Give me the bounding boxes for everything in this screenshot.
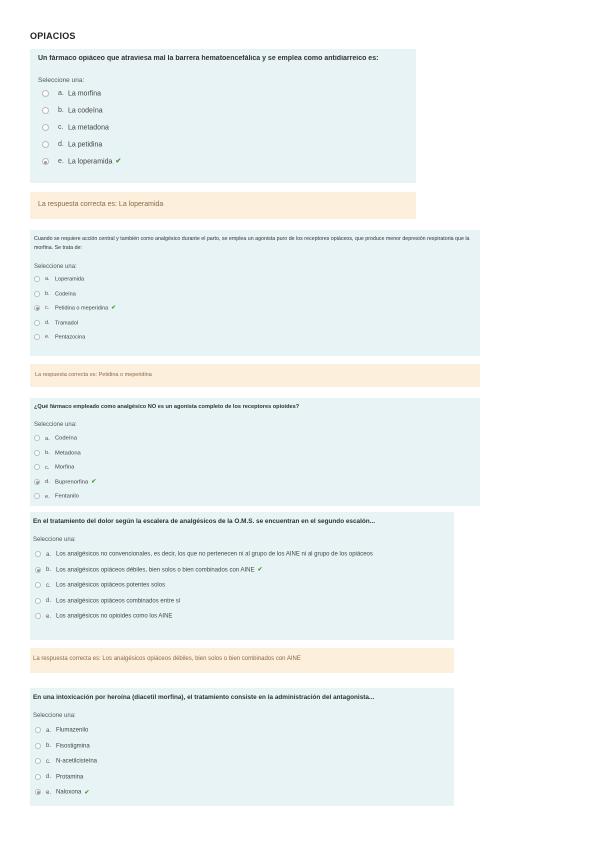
option-letter: b.: [46, 567, 52, 574]
option-letter: e.: [58, 158, 64, 166]
select-one-label: Seleccione una:: [33, 713, 76, 719]
question-text: En una intoxicación por heroína (diacetil morfina), el tratamiento consiste en la administración del antagonista...: [33, 694, 375, 701]
option-label: La petidina: [68, 141, 103, 149]
option-label: N-acetilcisteína: [56, 758, 98, 765]
option-letter: c.: [46, 758, 51, 765]
radio-button[interactable]: [35, 743, 41, 749]
answer-option-a[interactable]: [34, 276, 84, 283]
option-letter: a.: [45, 435, 50, 442]
answer-option-e[interactable]: [35, 789, 89, 797]
radio-button[interactable]: [34, 464, 40, 470]
radio-selected-dot: [36, 481, 39, 484]
radio-button[interactable]: [34, 334, 40, 340]
answer-option-d[interactable]: [34, 479, 96, 487]
question-card-5: [30, 688, 454, 806]
radio-button[interactable]: [35, 551, 41, 557]
answer-option-a[interactable]: [35, 551, 373, 559]
radio-selected-dot: [37, 791, 40, 794]
option-letter: e.: [45, 334, 50, 341]
option-label: La loperamida: [68, 158, 113, 166]
question-card-1: [30, 49, 416, 183]
option-letter: d.: [58, 141, 64, 149]
answer-option-c[interactable]: [42, 124, 109, 132]
option-label: Buprenorfina: [55, 479, 89, 486]
radio-button[interactable]: [42, 90, 49, 97]
select-one-label: Seleccione una:: [38, 77, 85, 84]
option-label: La metadona: [68, 124, 109, 132]
option-letter: e.: [45, 493, 50, 500]
radio-button[interactable]: [35, 727, 41, 733]
option-letter: c.: [58, 124, 64, 132]
option-label: La codeína: [68, 107, 103, 115]
answer-option-d[interactable]: [35, 598, 180, 606]
option-letter: e.: [46, 613, 52, 620]
option-label: Los analgésicos opiáceos potentes solos: [56, 582, 166, 589]
radio-button[interactable]: [35, 598, 41, 604]
question-card-3: [30, 398, 480, 506]
radio-button[interactable]: [35, 582, 41, 588]
option-label: Pentazocina: [55, 334, 86, 341]
option-letter: d.: [46, 598, 52, 605]
correct-check-icon: ✔: [111, 305, 116, 312]
option-label: La morfina: [68, 90, 102, 98]
feedback-box-2: [30, 364, 480, 387]
select-one-label: Seleccione una:: [34, 422, 77, 428]
option-letter: c.: [45, 464, 50, 471]
radio-button[interactable]: [34, 493, 40, 499]
correct-check-icon: ✔: [84, 789, 90, 796]
option-letter: b.: [45, 450, 50, 457]
answer-option-a[interactable]: [42, 90, 101, 98]
question-card-2: [30, 230, 480, 356]
option-label: Tramadol: [55, 319, 79, 326]
option-letter: d.: [45, 479, 50, 486]
option-letter: d.: [46, 774, 52, 781]
radio-button[interactable]: [42, 141, 49, 148]
radio-button[interactable]: [42, 124, 49, 131]
radio-selected-dot: [36, 307, 39, 310]
option-label: Petidina o meperidina: [55, 305, 109, 312]
option-label: Los analgésicos opiáceos combinados entre sí: [56, 598, 181, 605]
answer-option-b[interactable]: [34, 291, 76, 298]
option-letter: a.: [46, 727, 52, 734]
radio-button[interactable]: [34, 435, 40, 441]
option-letter: b.: [45, 290, 50, 297]
answer-option-b[interactable]: [34, 450, 81, 458]
option-letter: a.: [45, 276, 50, 283]
option-letter: b.: [46, 743, 52, 750]
answer-option-a[interactable]: [35, 727, 88, 735]
feedback-box-4: [30, 648, 454, 673]
answer-option-c[interactable]: [35, 582, 165, 590]
correct-check-icon: ✔: [91, 479, 97, 486]
answer-option-b[interactable]: [35, 567, 263, 575]
option-label: Naloxona: [56, 789, 82, 796]
radio-button[interactable]: [34, 450, 40, 456]
page-title: OPIACIOS: [30, 31, 76, 41]
answer-option-c[interactable]: [34, 305, 116, 312]
option-letter: c.: [45, 305, 50, 312]
answer-option-c[interactable]: [34, 464, 74, 472]
radio-selected-dot: [44, 161, 47, 164]
feedback-box-1: [30, 192, 416, 219]
radio-button[interactable]: [34, 320, 40, 326]
select-one-label: Seleccione una:: [34, 264, 77, 270]
question-text: En el tratamiento del dolor según la escalera de analgésicos de la O.M.S. se encuentran en el segundo escalón...: [33, 518, 376, 525]
option-label: Los analgésicos no convencionales, es decir, los que no pertenecen ni al grupo de los AINE ni al grupo de los opiáceos: [56, 551, 373, 558]
feedback-text: La respuesta correcta es: La loperamida: [38, 201, 164, 208]
answer-option-e[interactable]: [34, 334, 85, 341]
radio-button[interactable]: [34, 291, 40, 297]
radio-selected-dot: [37, 569, 40, 572]
answer-option-d[interactable]: [42, 141, 102, 149]
radio-button[interactable]: [35, 613, 41, 619]
option-label: Loperamida: [55, 276, 85, 283]
answer-option-b[interactable]: [35, 743, 90, 751]
option-letter: a.: [58, 90, 64, 98]
option-letter: c.: [46, 582, 51, 589]
select-one-label: Seleccione una:: [33, 537, 76, 543]
answer-option-d[interactable]: [34, 320, 78, 327]
answer-option-a[interactable]: [34, 435, 77, 443]
radio-button[interactable]: [42, 107, 49, 114]
answer-option-b[interactable]: [42, 107, 103, 115]
answer-option-d[interactable]: [35, 774, 83, 782]
option-letter: a.: [46, 551, 52, 558]
option-letter: b.: [58, 107, 64, 115]
option-label: Flumazenilo: [56, 727, 89, 734]
answer-option-c[interactable]: [35, 758, 97, 766]
feedback-text: La respuesta correcta es: Los analgésicos opiáceos débiles, bien solos o bien combinados con AINE: [33, 656, 301, 662]
question-text: Cuando se requiere acción central y también como analgésico durante el parto, se emplea un agonista puro de los receptores opiáceos, que produce menor depresión respiratoria que la morfina. Se trata de:: [34, 236, 470, 251]
option-label: Los analgésicos no opioides como los AINE: [56, 613, 173, 620]
radio-button[interactable]: [34, 276, 40, 282]
correct-check-icon: ✔: [257, 567, 263, 574]
feedback-text: La respuesta correcta es: Petidina o meperidina: [35, 372, 152, 378]
option-label: Fisostigmina: [56, 743, 90, 750]
answer-option-e[interactable]: [35, 613, 172, 621]
question-text: Un fármaco opiáceo que atraviesa mal la barrera hematoencefálica y se emplea como antidiarreico es:: [38, 55, 379, 62]
option-label: Codeína: [55, 435, 77, 442]
option-label: Codeína: [55, 290, 76, 297]
radio-button[interactable]: [35, 774, 41, 780]
correct-check-icon: ✔: [115, 158, 122, 166]
option-label: Los analgésicos opiáceos débiles, bien solos o bien combinados con AINE: [56, 567, 255, 574]
option-label: Morfina: [55, 464, 75, 471]
answer-option-e[interactable]: [34, 493, 79, 501]
question-text: ¿Qué fármaco empleado como analgésico NO es un agonista completo de los receptores opioides?: [34, 404, 300, 410]
question-card-4: [30, 512, 454, 640]
option-letter: d.: [45, 319, 50, 326]
option-label: Metadona: [55, 450, 81, 457]
option-label: Protamina: [56, 774, 84, 781]
answer-option-e[interactable]: [42, 158, 121, 166]
option-letter: e.: [46, 789, 52, 796]
radio-button[interactable]: [35, 758, 41, 764]
option-label: Fentanilo: [55, 493, 79, 500]
